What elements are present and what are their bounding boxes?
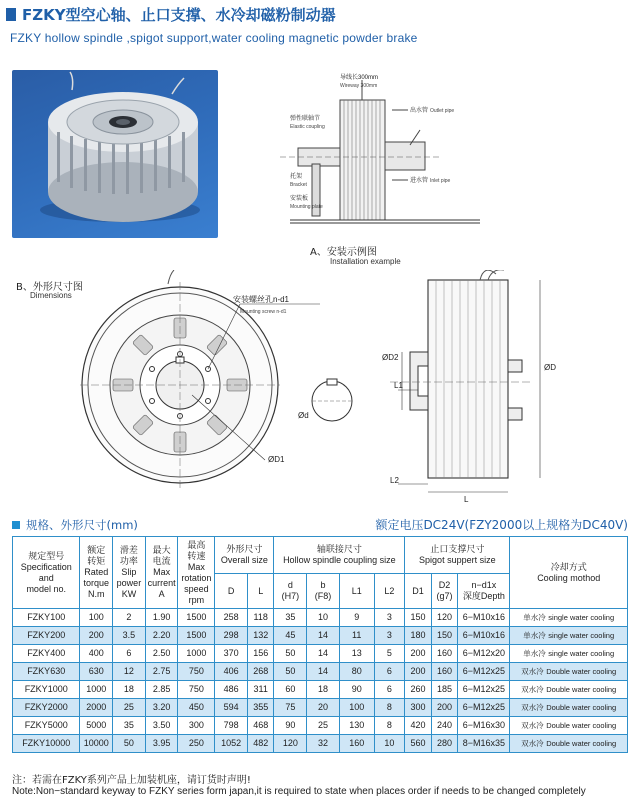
voltage-note: 额定电压DC24V(FZY2000以上规格为DC40V) xyxy=(375,518,628,532)
cell-torque: 5000 xyxy=(80,717,113,735)
cell-d: 486 xyxy=(215,681,248,699)
side-view-drawing xyxy=(380,270,560,510)
cell-slip: 6 xyxy=(113,645,146,663)
cell-d: 1052 xyxy=(215,735,248,753)
note-english: Note:Non−standard keyway to FZKY series form japan,it is required to state when places order if needs to be changed completely xyxy=(12,786,586,797)
cooling-en: Double water cooling xyxy=(546,703,617,712)
cell-current: 1.90 xyxy=(145,609,178,627)
cell-current: 3.50 xyxy=(145,717,178,735)
cell-speed: 1500 xyxy=(178,609,215,627)
cell-speed: 300 xyxy=(178,717,215,735)
cell-b: 25 xyxy=(307,717,340,735)
table-row xyxy=(13,627,628,645)
cell-d2: 120 xyxy=(431,609,458,627)
header-overall: 外形尺寸 Overall size xyxy=(215,537,274,574)
cell-cooling xyxy=(510,627,628,645)
cell-nd: 6−M12x25 xyxy=(458,699,510,717)
cell-l1: 100 xyxy=(339,699,374,717)
product-photo xyxy=(12,70,218,238)
cell-l2: 3 xyxy=(374,627,405,645)
dd-label: ØD xyxy=(544,363,556,372)
cell-model: FZKY400 xyxy=(13,645,80,663)
cell-slip: 12 xyxy=(113,663,146,681)
header-b: b (F8) xyxy=(307,574,340,609)
cell-model: FZKY5000 xyxy=(13,717,80,735)
cell-torque: 200 xyxy=(80,627,113,645)
cell-l: 468 xyxy=(247,717,274,735)
cell-l2: 6 xyxy=(374,663,405,681)
header-D1: D1 xyxy=(405,574,432,609)
cell-l2: 6 xyxy=(374,681,405,699)
header-hollow: 轴联接尺寸 Hollow spindle coupling size xyxy=(274,537,405,574)
cell-current: 3.95 xyxy=(145,735,178,753)
header-current: 最大 电流 Max current A xyxy=(145,537,178,609)
header-D2: D2 (g7) xyxy=(431,574,458,609)
header-spigot: 止口支撑尺寸 Spigot suppert size xyxy=(405,537,510,574)
cell-current: 2.20 xyxy=(145,627,178,645)
cell-model: FZKY10000 xyxy=(13,735,80,753)
cell-current: 2.75 xyxy=(145,663,178,681)
cooling-en: Double water cooling xyxy=(546,739,617,748)
cell-model: FZKY630 xyxy=(13,663,80,681)
cell-b: 10 xyxy=(307,609,340,627)
cell-l: 268 xyxy=(247,663,274,681)
cell-slip: 35 xyxy=(113,717,146,735)
cell-model: FZKY1000 xyxy=(13,681,80,699)
front-view-drawing xyxy=(80,270,380,490)
d1-label: ØD1 xyxy=(268,455,285,464)
cooling-en: Double water cooling xyxy=(546,721,617,730)
cell-d: 75 xyxy=(274,699,307,717)
cell-d: 50 xyxy=(274,645,307,663)
cell-l1: 80 xyxy=(339,663,374,681)
cooling-cn: 双水冷 xyxy=(521,667,544,676)
header-cooling: 冷却方式 Cooling mothod xyxy=(510,537,628,609)
cell-nd: 6−M10x16 xyxy=(458,627,510,645)
cell-d1: 560 xyxy=(405,735,432,753)
inlet-label-cn: 进水管 xyxy=(410,178,429,184)
installation-caption-en: Installation example xyxy=(330,257,401,266)
cell-torque: 630 xyxy=(80,663,113,681)
l1-label: L1 xyxy=(394,381,403,390)
cell-slip: 25 xyxy=(113,699,146,717)
cell-nd: 6−M10x16 xyxy=(458,609,510,627)
spec-table xyxy=(12,536,628,753)
cell-d2: 150 xyxy=(431,627,458,645)
header-nd: n−d1x 深度Depth xyxy=(458,574,510,609)
cell-speed: 750 xyxy=(178,681,215,699)
spec-title-text: 规格、外形尺寸(mm) xyxy=(26,518,138,532)
l-label: L xyxy=(464,495,469,504)
table-header-row xyxy=(13,537,628,574)
cell-d: 406 xyxy=(215,663,248,681)
cooling-cn: 双水冷 xyxy=(521,703,544,712)
table-row xyxy=(13,699,628,717)
table-row xyxy=(13,609,628,627)
cell-d1: 300 xyxy=(405,699,432,717)
spec-section-title xyxy=(12,517,138,533)
screw-label-en: Mounting screw n-d1 xyxy=(240,309,287,315)
cooling-cn: 单水冷 xyxy=(523,613,546,622)
cell-d: 258 xyxy=(215,609,248,627)
spec-square-icon xyxy=(12,521,20,529)
cell-speed: 1500 xyxy=(178,627,215,645)
lead-label-cn: 导线长300mm xyxy=(340,75,379,81)
cell-l1: 11 xyxy=(339,627,374,645)
cell-current: 2.50 xyxy=(145,645,178,663)
cell-b: 14 xyxy=(307,663,340,681)
cell-d2: 280 xyxy=(431,735,458,753)
cell-speed: 1000 xyxy=(178,645,215,663)
cell-d: 50 xyxy=(274,663,307,681)
header-L: L xyxy=(247,574,274,609)
cell-d: 798 xyxy=(215,717,248,735)
cell-d1: 260 xyxy=(405,681,432,699)
cell-d: 594 xyxy=(215,699,248,717)
cell-nd: 6−M12x25 xyxy=(458,681,510,699)
table-row xyxy=(13,663,628,681)
inlet-label-en: Inlet pipe xyxy=(430,178,451,184)
table-row xyxy=(13,645,628,663)
table-row xyxy=(13,681,628,699)
cell-d2: 185 xyxy=(431,681,458,699)
installation-caption-cn: A、安装示例图 xyxy=(310,247,377,258)
header-slip: 滑差 功率 Slip power KW xyxy=(113,537,146,609)
cell-d2: 200 xyxy=(431,699,458,717)
cell-d2: 160 xyxy=(431,645,458,663)
lead-label-en: Wireway 300mm xyxy=(340,83,378,89)
cell-l: 118 xyxy=(247,609,274,627)
plate-label-cn: 安装板 xyxy=(290,196,309,202)
coupling-label-en: Elastic coupling xyxy=(290,124,325,130)
cell-b: 32 xyxy=(307,735,340,753)
cell-l2: 3 xyxy=(374,609,405,627)
cooling-cn: 双水冷 xyxy=(521,721,544,730)
cell-l2: 5 xyxy=(374,645,405,663)
cell-torque: 1000 xyxy=(80,681,113,699)
header-d: d (H7) xyxy=(274,574,307,609)
title-square-icon xyxy=(6,8,16,21)
cooling-cn: 单水冷 xyxy=(523,631,546,640)
cell-torque: 2000 xyxy=(80,699,113,717)
cell-torque: 10000 xyxy=(80,735,113,753)
bracket-label-cn: 托架 xyxy=(290,174,303,180)
header-L2: L2 xyxy=(374,574,405,609)
cell-l: 355 xyxy=(247,699,274,717)
cell-d1: 200 xyxy=(405,663,432,681)
cell-d: 45 xyxy=(274,627,307,645)
cooling-en: single water cooling xyxy=(548,631,615,640)
coupling-label-cn: 弹性联轴节 xyxy=(290,116,321,122)
screw-label-cn: 安装螺丝孔n-d1 xyxy=(233,295,290,304)
cell-l1: 130 xyxy=(339,717,374,735)
cell-slip: 2 xyxy=(113,609,146,627)
cell-slip: 50 xyxy=(113,735,146,753)
cell-d: 60 xyxy=(274,681,307,699)
cell-current: 3.20 xyxy=(145,699,178,717)
cell-d1: 180 xyxy=(405,627,432,645)
dimensions-caption-cn: B、外形尺寸图 xyxy=(16,282,83,293)
cooling-cn: 双水冷 xyxy=(521,685,544,694)
cell-l: 132 xyxy=(247,627,274,645)
cell-model: FZKY2000 xyxy=(13,699,80,717)
cell-d1: 150 xyxy=(405,609,432,627)
cooling-cn: 单水冷 xyxy=(523,649,546,658)
cell-d: 298 xyxy=(215,627,248,645)
cell-l2: 8 xyxy=(374,717,405,735)
cell-b: 18 xyxy=(307,681,340,699)
cell-cooling xyxy=(510,681,628,699)
cell-nd: 6−M12x25 xyxy=(458,663,510,681)
cell-slip: 18 xyxy=(113,681,146,699)
cell-d1: 200 xyxy=(405,645,432,663)
cell-l1: 90 xyxy=(339,681,374,699)
outlet-label-cn: 出水管 xyxy=(410,108,429,114)
cell-speed: 750 xyxy=(178,663,215,681)
cooling-en: Double water cooling xyxy=(546,667,617,676)
cooling-en: single water cooling xyxy=(548,613,615,622)
cell-nd: 8−M16x35 xyxy=(458,735,510,753)
cell-cooling xyxy=(510,717,628,735)
table-row xyxy=(13,735,628,753)
title-english: FZKY hollow spindle ,spigot support,water cooling magnetic powder brake xyxy=(10,31,418,45)
cell-l1: 13 xyxy=(339,645,374,663)
table-row xyxy=(13,717,628,735)
cell-cooling xyxy=(510,663,628,681)
d2-label: ØD2 xyxy=(382,353,399,362)
cell-d: 120 xyxy=(274,735,307,753)
title-chinese: FZKY型空心轴、止口支撑、水冷却磁粉制动器 xyxy=(22,6,336,24)
header-torque: 额定 转矩 Rated torque N.m xyxy=(80,537,113,609)
cell-l2: 8 xyxy=(374,699,405,717)
cell-speed: 450 xyxy=(178,699,215,717)
cell-cooling xyxy=(510,699,628,717)
cell-d: 35 xyxy=(274,609,307,627)
plate-label-en: Mounting plate xyxy=(290,204,323,210)
header-speed: 最高 转速 Max rotation speed rpm xyxy=(178,537,215,609)
brake-product-illustration xyxy=(12,70,218,238)
cell-current: 2.85 xyxy=(145,681,178,699)
cooling-cn: 双水冷 xyxy=(521,739,544,748)
cell-torque: 100 xyxy=(80,609,113,627)
d-label: Ød xyxy=(298,411,309,420)
page-title xyxy=(6,4,336,25)
cell-l1: 160 xyxy=(339,735,374,753)
cell-l: 311 xyxy=(247,681,274,699)
cell-b: 20 xyxy=(307,699,340,717)
header-D: D xyxy=(215,574,248,609)
outlet-label-en: Outlet pipe xyxy=(430,108,455,114)
cooling-en: Double water cooling xyxy=(546,685,617,694)
cell-cooling xyxy=(510,609,628,627)
installation-diagram xyxy=(280,70,490,250)
cell-cooling xyxy=(510,735,628,753)
cell-d2: 160 xyxy=(431,663,458,681)
bracket-label-en: Bracket xyxy=(290,182,307,188)
cell-cooling xyxy=(510,645,628,663)
cell-l: 156 xyxy=(247,645,274,663)
cooling-en: single water cooling xyxy=(548,649,615,658)
cell-torque: 400 xyxy=(80,645,113,663)
cell-model: FZKY200 xyxy=(13,627,80,645)
table-body xyxy=(13,609,628,753)
cell-d: 90 xyxy=(274,717,307,735)
cell-l: 482 xyxy=(247,735,274,753)
cell-speed: 250 xyxy=(178,735,215,753)
l2-label: L2 xyxy=(390,476,399,485)
note-chinese: 注：若需在FZKY系列产品上加装机座，请订货时声明! xyxy=(12,775,251,786)
dimensions-caption-en: Dimensions xyxy=(30,291,72,300)
header-L1: L1 xyxy=(339,574,374,609)
cell-l2: 10 xyxy=(374,735,405,753)
cell-b: 14 xyxy=(307,645,340,663)
cell-nd: 6−M12x20 xyxy=(458,645,510,663)
header-model: 规定型号 Specification and model no. xyxy=(13,537,80,609)
cell-d2: 240 xyxy=(431,717,458,735)
cell-d1: 420 xyxy=(405,717,432,735)
cell-d: 370 xyxy=(215,645,248,663)
cell-slip: 3.5 xyxy=(113,627,146,645)
cell-b: 14 xyxy=(307,627,340,645)
cell-l1: 9 xyxy=(339,609,374,627)
cell-model: FZKY100 xyxy=(13,609,80,627)
cell-nd: 6−M16x30 xyxy=(458,717,510,735)
